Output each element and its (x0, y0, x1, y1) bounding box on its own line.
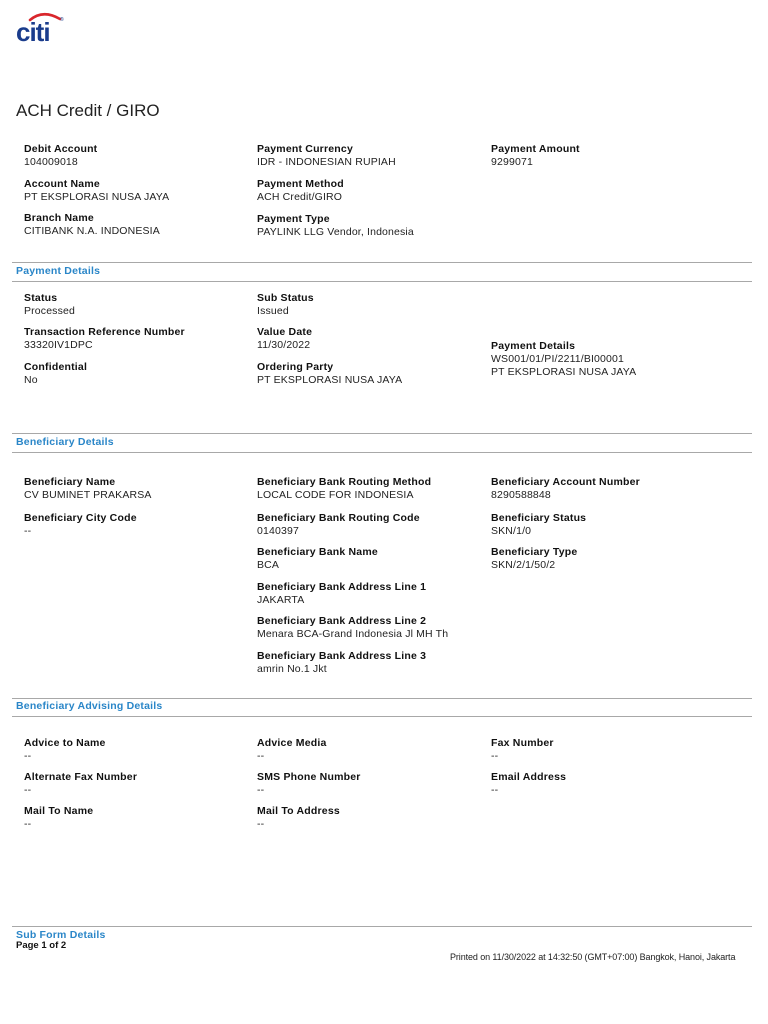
fax-number-value: -- (491, 750, 499, 762)
routing-code-field (257, 512, 420, 538)
value-date-value: 11/30/2022 (257, 339, 311, 351)
mail-to-name-value: -- (24, 818, 32, 830)
sub-status-field (257, 292, 314, 318)
bank-name-field (257, 546, 378, 572)
ordering-party-value: PT EKSPLORASI NUSA JAYA (257, 374, 403, 386)
routing-method-label: Beneficiary Bank Routing Method (257, 476, 432, 488)
payment-method-label: Payment Method (257, 178, 344, 190)
bank-name-value: BCA (257, 559, 280, 571)
payment-details-value-line1: WS001/01/PI/2211/BI00001 (491, 353, 624, 365)
advice-media-label: Advice Media (257, 737, 327, 749)
beneficiary-name-label: Beneficiary Name (24, 476, 116, 488)
beneficiary-account-field (491, 476, 640, 502)
email-address-value: -- (491, 784, 499, 796)
bank-name-label: Beneficiary Bank Name (257, 546, 378, 558)
payment-currency-value: IDR - INDONESIAN RUPIAH (257, 156, 396, 168)
page-number: Page 1 of 2 (16, 940, 67, 951)
bank-address-line1-label: Beneficiary Bank Address Line 1 (257, 581, 427, 593)
status-label: Status (24, 292, 58, 304)
sub-form-details-header: Sub Form Details (16, 929, 106, 939)
bank-address-line2-value: Menara BCA-Grand Indonesia Jl MH Th (257, 628, 449, 640)
fax-number-label: Fax Number (491, 737, 554, 749)
alternate-fax-value: -- (24, 784, 32, 796)
payment-amount-value: 9299071 (491, 156, 533, 168)
page-title: ACH Credit / GIRO (16, 101, 160, 120)
section-divider (12, 433, 752, 434)
ordering-party-field (257, 361, 402, 387)
svg-text:®: ® (60, 17, 64, 23)
branch-name-value: CITIBANK N.A. INDONESIA (24, 225, 160, 237)
bank-address-line2-label: Beneficiary Bank Address Line 2 (257, 615, 427, 627)
svg-text:citi: citi (16, 17, 50, 42)
mail-to-name-label: Mail To Name (24, 805, 94, 817)
payment-type-label: Payment Type (257, 213, 330, 225)
email-address-label: Email Address (491, 771, 567, 783)
advice-media-field (257, 737, 327, 763)
section-divider (12, 716, 752, 717)
confidential-field (24, 361, 87, 387)
sub-status-value: Issued (257, 305, 289, 317)
transaction-reference-value: 33320IV1DPC (24, 339, 93, 351)
beneficiary-type-value: SKN/2/1/50/2 (491, 559, 556, 571)
printed-timestamp: Printed on 11/30/2022 at 14:32:50 (GMT+07:00) Bangkok, Hanoi, Jakarta (450, 952, 736, 962)
mail-to-address-value: -- (257, 818, 265, 830)
ordering-party-label: Ordering Party (257, 361, 334, 373)
beneficiary-name-field (24, 476, 152, 502)
advising-details-header: Beneficiary Advising Details (16, 700, 163, 712)
bank-address-line2-field (257, 615, 448, 641)
city-code-value: -- (24, 525, 32, 537)
mail-to-address-label: Mail To Address (257, 805, 340, 817)
beneficiary-status-label: Beneficiary Status (491, 512, 587, 524)
email-address-field (491, 771, 566, 797)
sms-phone-value: -- (257, 784, 265, 796)
bank-address-line3-field (257, 650, 426, 676)
alternate-fax-field (24, 771, 137, 797)
beneficiary-account-label: Beneficiary Account Number (491, 476, 640, 488)
payment-method-field (257, 178, 344, 204)
payment-details-value-line2: PT EKSPLORASI NUSA JAYA (491, 366, 637, 378)
status-field (24, 292, 75, 318)
bank-address-line3-label: Beneficiary Bank Address Line 3 (257, 650, 427, 662)
debit-account-value: 104009018 (24, 156, 78, 168)
payment-method-value: ACH Credit/GIRO (257, 191, 343, 203)
routing-code-value: 0140397 (257, 525, 299, 537)
city-code-label: Beneficiary City Code (24, 512, 137, 524)
payment-amount-label: Payment Amount (491, 143, 580, 155)
branch-name-field (24, 212, 160, 238)
status-value: Processed (24, 305, 75, 317)
value-date-field (257, 326, 312, 352)
confidential-value: No (24, 374, 38, 386)
advice-to-name-value: -- (24, 750, 32, 762)
payment-type-field (257, 213, 414, 239)
beneficiary-name-value: CV BUMINET PRAKARSA (24, 489, 152, 501)
section-divider (12, 262, 752, 263)
payment-currency-field (257, 143, 396, 169)
payment-details-field (491, 340, 636, 379)
routing-code-label: Beneficiary Bank Routing Code (257, 512, 420, 524)
debit-account-field (24, 143, 97, 169)
mail-to-address-field (257, 805, 340, 831)
debit-account-label: Debit Account (24, 143, 98, 155)
bank-address-line1-value: JAKARTA (257, 594, 305, 606)
payment-amount-field (491, 143, 580, 169)
sub-status-label: Sub Status (257, 292, 314, 304)
branch-name-label: Branch Name (24, 212, 94, 224)
sms-phone-field (257, 771, 361, 797)
routing-method-value: LOCAL CODE FOR INDONESIA (257, 489, 414, 501)
section-divider (12, 281, 752, 282)
bank-address-line1-field (257, 581, 426, 607)
payment-details-label: Payment Details (491, 340, 576, 352)
beneficiary-type-field (491, 546, 577, 572)
beneficiary-status-field (491, 512, 586, 538)
account-name-value: PT EKSPLORASI NUSA JAYA (24, 191, 170, 203)
advice-media-value: -- (257, 750, 265, 762)
beneficiary-details-header: Beneficiary Details (16, 436, 114, 448)
city-code-field (24, 512, 137, 538)
transaction-reference-label: Transaction Reference Number (24, 326, 185, 338)
payment-type-value: PAYLINK LLG Vendor, Indonesia (257, 226, 414, 238)
payment-currency-label: Payment Currency (257, 143, 353, 155)
advice-to-name-label: Advice to Name (24, 737, 106, 749)
beneficiary-account-value: 8290588848 (491, 489, 551, 501)
bank-address-line3-value: amrin No.1 Jkt (257, 663, 327, 675)
account-name-label: Account Name (24, 178, 100, 190)
section-divider (12, 926, 752, 927)
fax-number-field (491, 737, 554, 763)
alternate-fax-label: Alternate Fax Number (24, 771, 138, 783)
sms-phone-label: SMS Phone Number (257, 771, 361, 783)
beneficiary-type-label: Beneficiary Type (491, 546, 578, 558)
mail-to-name-field (24, 805, 93, 831)
confidential-label: Confidential (24, 361, 88, 373)
account-name-field (24, 178, 169, 204)
advice-to-name-field (24, 737, 106, 763)
beneficiary-status-value: SKN/1/0 (491, 525, 532, 537)
transaction-reference-field (24, 326, 185, 352)
value-date-label: Value Date (257, 326, 313, 338)
section-divider (12, 698, 752, 699)
section-divider (12, 452, 752, 453)
citi-logo (16, 10, 64, 42)
payment-details-header: Payment Details (16, 265, 101, 277)
routing-method-field (257, 476, 431, 502)
